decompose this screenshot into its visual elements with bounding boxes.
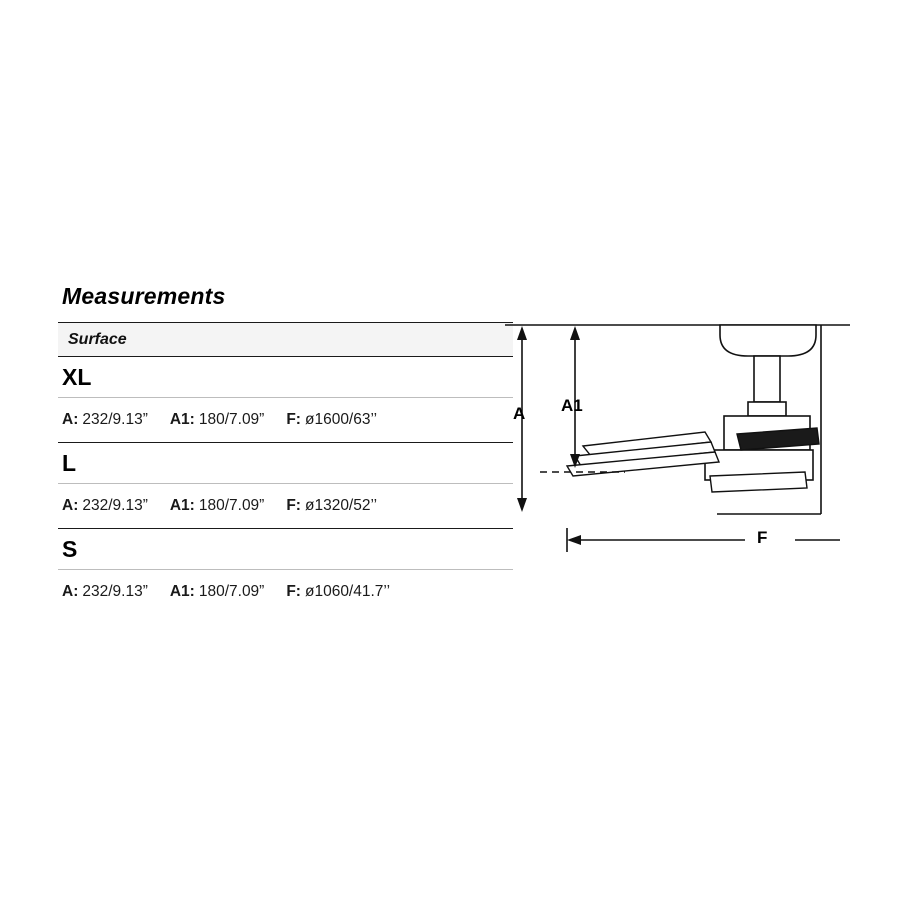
spec-key: A1: [169,411,195,428]
spec-a1-xl [170,411,264,429]
spec-a1-s [170,583,264,601]
table-row [58,357,513,397]
page-title: Measurements [62,283,226,309]
table-row [58,484,513,528]
spec-value: 232/9.13” [82,583,148,600]
dimension-label-a1: A1 [561,396,583,415]
spec-f-xl [286,411,377,429]
spec-a-xl [62,411,148,429]
dimension-drawing-svg [505,316,900,581]
table-row [58,570,513,614]
table-row [58,443,513,483]
spec-value: ø1060/41.7’’ [304,583,391,600]
spec-key: F: [286,411,301,428]
size-label-xl: XL [62,363,92,390]
arrow-up-a1 [570,326,580,340]
spec-value: 232/9.13” [82,497,148,514]
dimension-label-a: A [513,404,526,423]
spec-value: 180/7.09” [198,583,265,600]
spec-key: F: [286,497,301,514]
blade-right-lower [710,472,807,492]
spec-f-s [286,583,390,601]
spec-key: A1: [169,583,195,600]
table-row [58,398,513,442]
spec-f-l [286,497,377,515]
spec-key: A: [62,497,79,514]
spec-value: 180/7.09” [198,411,265,428]
spec-key: A: [62,411,79,428]
arrow-left-f [567,535,581,545]
ceiling-fan-dimension-drawing [505,316,895,576]
coupling [748,402,786,416]
table-subheader-label: Surface [68,330,127,348]
table-subheader [58,323,513,356]
spec-key: F: [286,583,301,600]
canopy [720,325,816,356]
spec-key: A1: [169,497,195,514]
downrod [754,356,780,402]
arrow-up-a [517,326,527,340]
measurements-table [58,322,513,614]
size-label-s: S [62,535,78,562]
spec-value: ø1320/52’’ [304,497,378,514]
dimension-label-f: F [757,528,768,547]
arrow-down-a [517,498,527,512]
spec-a-l [62,497,148,515]
table-row [58,529,513,569]
spec-value: 232/9.13” [82,411,148,428]
spec-a-s [62,583,148,601]
spec-a1-l [170,497,264,515]
spec-value: ø1600/63’’ [304,411,378,428]
spec-key: A: [62,583,79,600]
spec-value: 180/7.09” [198,497,265,514]
size-label-l: L [62,449,77,476]
